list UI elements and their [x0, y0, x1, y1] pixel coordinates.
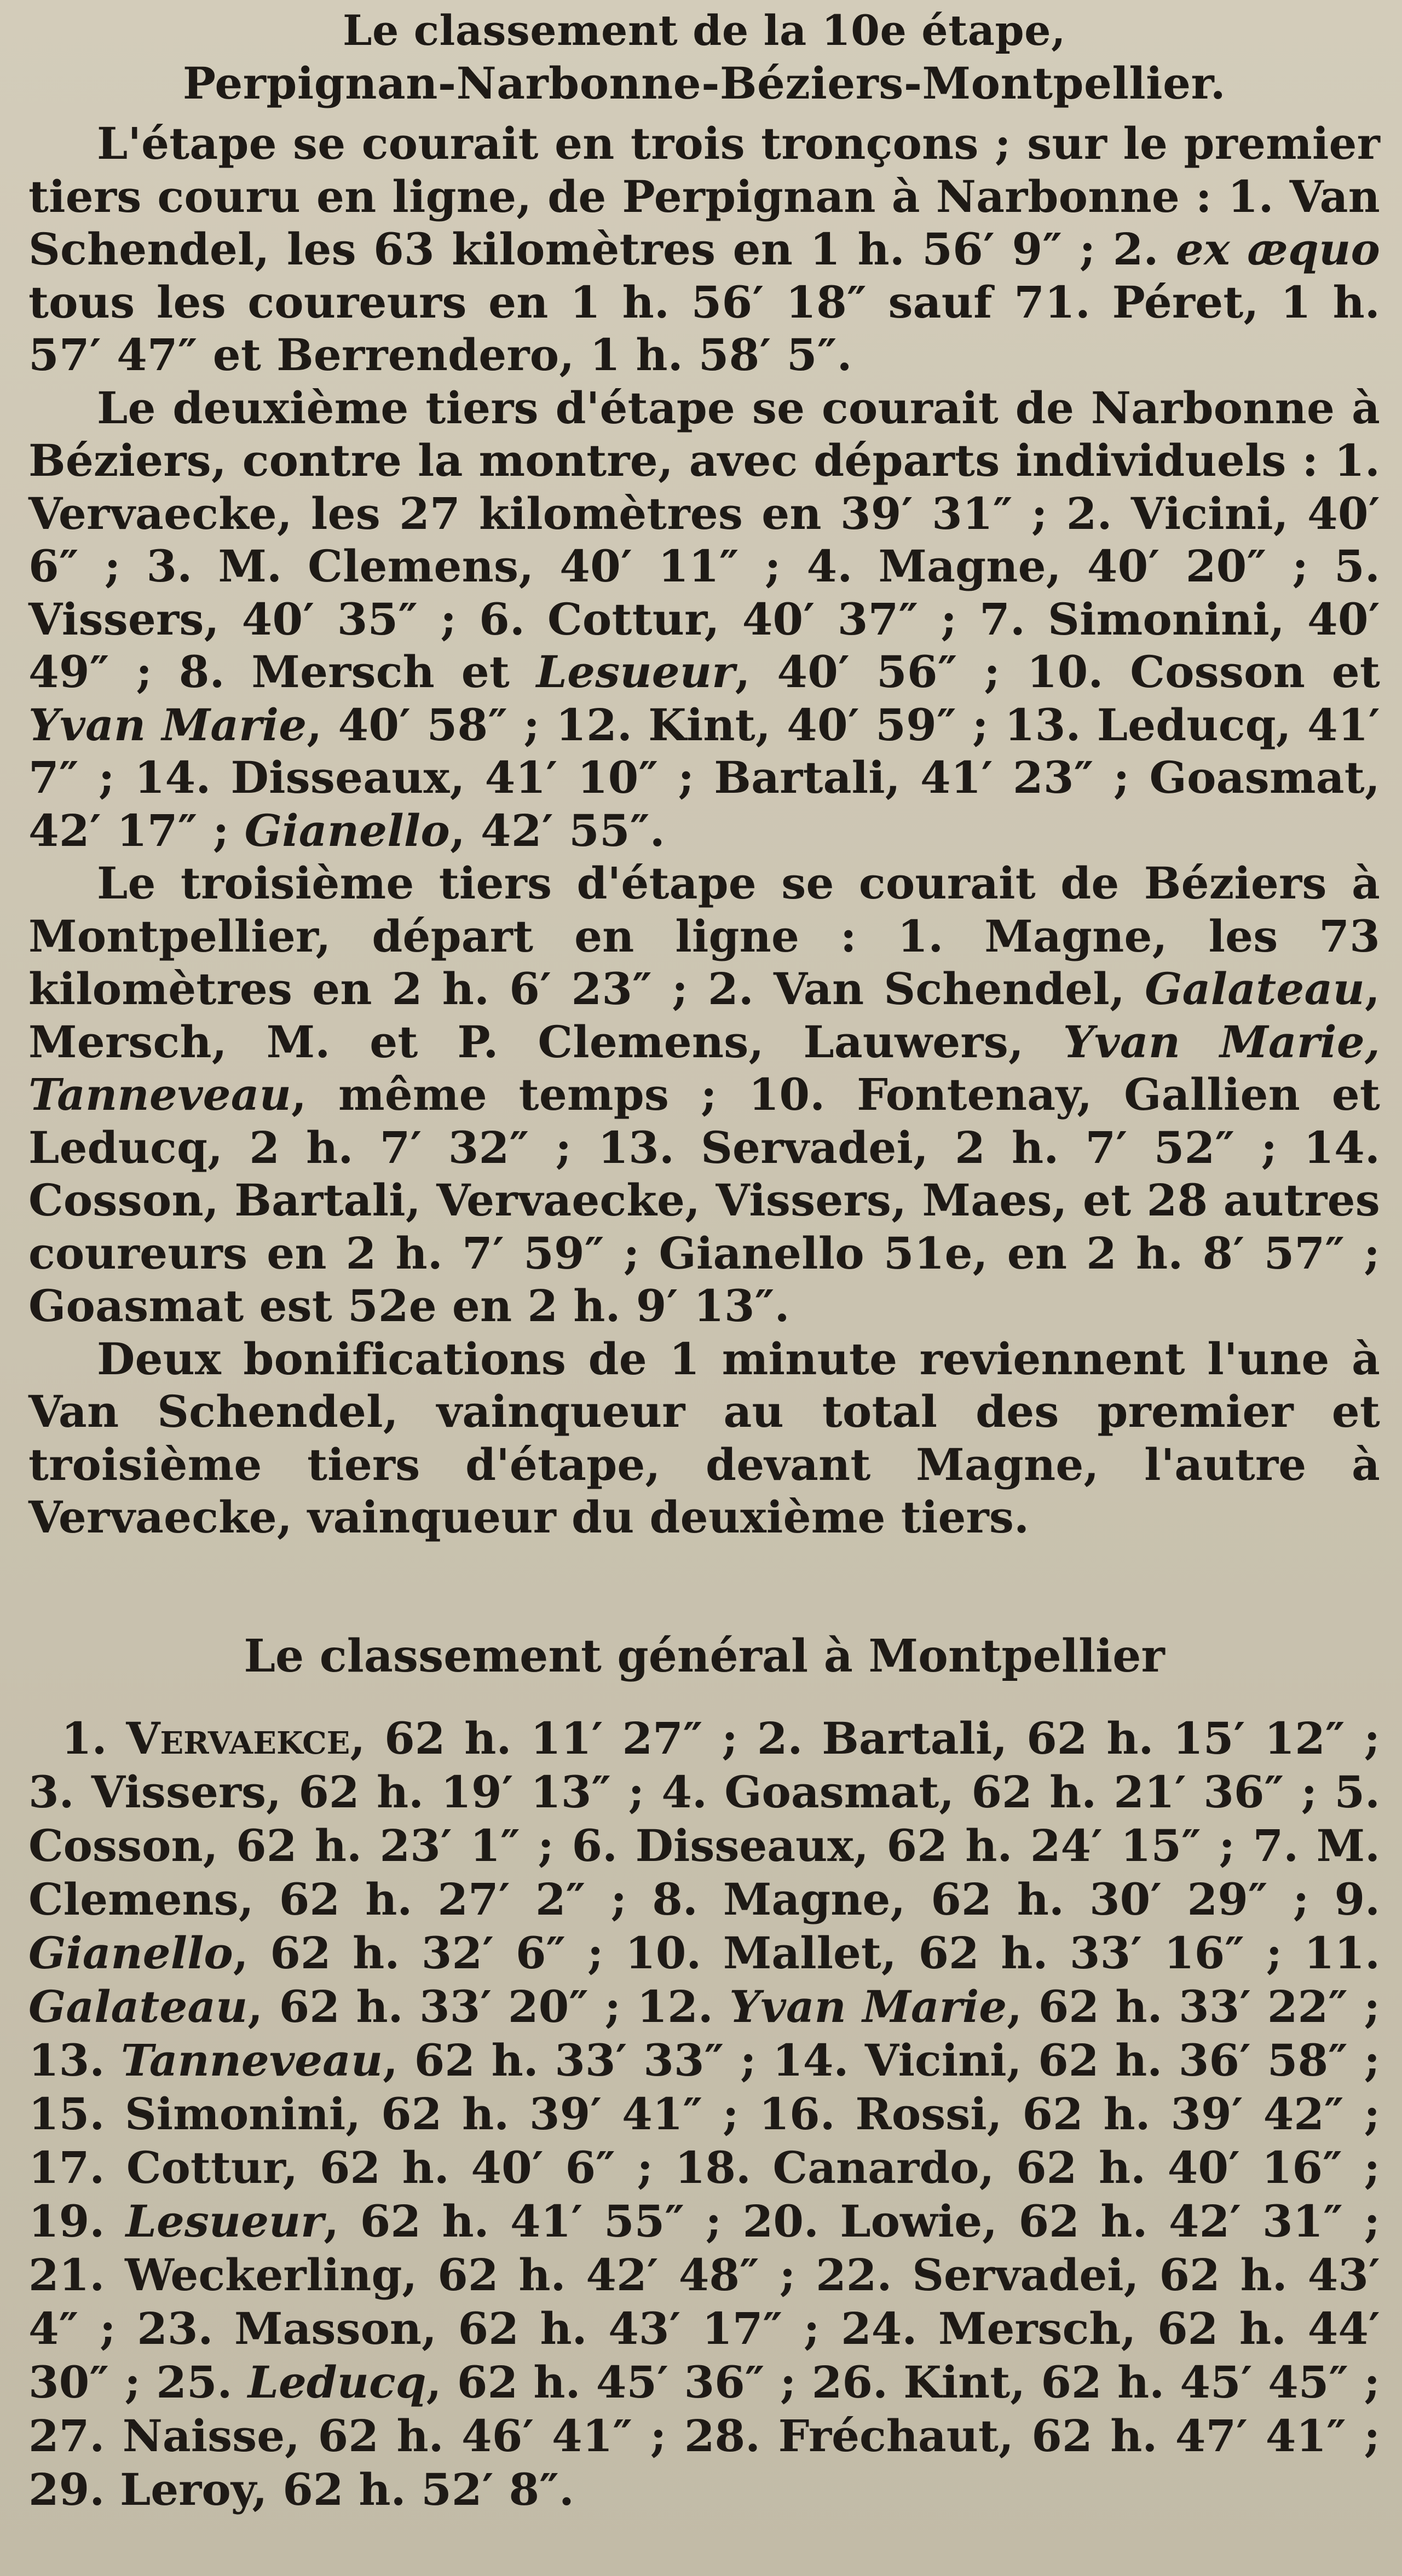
- stage-route: Perpignan-Narbonne-Béziers-Montpellier.: [182, 57, 1226, 109]
- p3-italic-1: Galateau: [1145, 963, 1365, 1015]
- g-text-e: , 62 h. 33′ 33″ ; 14. Vicini, 62 h. 36′ 58″ ; 15. Simonini, 62 h. 39′ 41″ ; 16. Rossi, 62 h. 39′ 42″ ; 17. Cottur, 62 h. 40′ 6″ ; 18. Canardo, 62 h. 40′ 16″ ; 19.: [28, 2034, 1381, 2247]
- p1-text-b: tous les coureurs en 1 h. 56′ 18″ sauf 71. Péret, 1 h. 57′ 47″ et Berrendero, 1 h. 58′ 5″.: [28, 276, 1380, 381]
- p3-text-b: , Mersch, M. et P. Clemens, Lauwers,: [28, 963, 1380, 1068]
- general-classification-list: [28, 1711, 1380, 2516]
- g-text-d: , 62 h. 33′ 22″ ; 13.: [28, 1980, 1381, 2086]
- g-rank-1: 1.: [61, 1712, 126, 1764]
- g-italic-6: Leducq: [247, 2356, 426, 2408]
- paragraph-bonifications: Deux bonifications de 1 minute reviennent l'une à Van Schendel, vainqueur au total des premier et troisième tiers d'étape, devant Magne, l'autre à Vervaecke, vainqueur du deuxième tiers.: [28, 1333, 1380, 1543]
- p2-text-c: , 40′ 58″ ; 12. Kint, 40′ 59″ ; 13. Leducq, 41′ 7″ ; 14. Disseaux, 41′ 10″ ; Bartali, 41′ 23″ ; Goasmat, 42′ 17″ ;: [28, 699, 1380, 856]
- section-gap: [28, 1544, 1380, 1626]
- g-text-b: , 62 h. 32′ 6″ ; 10. Mallet, 62 h. 33′ 16″ ; 11.: [233, 1927, 1380, 1979]
- g-italic-3: Yvan Marie: [729, 1980, 1007, 2032]
- p3-italic-2: Yvan Marie, Tanneveau: [28, 1016, 1380, 1120]
- g-text-f: , 62 h. 41′ 55″ ; 20. Lowie, 62 h. 42′ 31″ ; 21. Weckerling, 62 h. 42′ 48″ ; 22. Servadei, 62 h. 43′ 4″ ; 23. Masson, 62 h. 43′ 17″ ; 24. Mersch, 62 h. 44′ 30″ ; 25.: [28, 2195, 1381, 2408]
- p1-italic: ex æquo: [1175, 223, 1381, 275]
- general-classification-title: Le classement général à Montpellier: [244, 1629, 1165, 1682]
- paragraph-second-third: [28, 382, 1380, 857]
- g-italic-5: Lesueur: [125, 2195, 324, 2247]
- p2-italic-3: Gianello: [244, 804, 450, 856]
- g-text-a: , 62 h. 11′ 27″ ; 2. Bartali, 62 h. 15′ 12″ ; 3. Vissers, 62 h. 19′ 13″ ; 4. Goasmat, 62 h. 21′ 36″ ; 5. Cosson, 62 h. 23′ 1″ ; 6. Disseaux, 62 h. 24′ 15″ ; 7. M. Clemens, 62 h. 27′ 2″ ; 8. Magne, 62 h. 30′ 29″ ; 9.: [28, 1712, 1381, 1925]
- stage-title: Le classement de la 10e étape,: [343, 6, 1066, 55]
- p2-italic-2: Yvan Marie: [28, 699, 307, 751]
- p2-italic-1: Lesueur: [536, 646, 735, 698]
- g-text-c: , 62 h. 33′ 20″ ; 12.: [247, 1980, 730, 2032]
- p2-text-b: , 40′ 56″ ; 10. Cosson et: [735, 646, 1380, 698]
- g-italic-2: Galateau: [28, 1980, 248, 2032]
- g-italic-4: Tanneveau: [120, 2034, 383, 2086]
- p3-text-a: Le troisième tiers d'étape se courait de Béziers à Montpellier, départ en ligne : 1. Magne, les 73 kilomètres en 2 h. 6′ 23″ ; 2. Van Schendel,: [28, 857, 1380, 1015]
- p1-text-a: L'étape se courait en trois tronçons ; sur le premier tiers couru en ligne, de Perpignan à Narbonne : 1. Van Schendel, les 63 kilomètres en 1 h. 56′ 9″ ; 2.: [28, 118, 1380, 275]
- g-text-g: , 62 h. 45′ 36″ ; 26. Kint, 62 h. 45′ 45″ ; 27. Naisse, 62 h. 46′ 41″ ; 28. Fréchaut, 62 h. 47′ 41″ ; 29. Leroy, 62 h. 52′ 8″.: [28, 2356, 1380, 2515]
- p2-text-a: Le deuxième tiers d'étape se courait de Narbonne à Béziers, contre la montre, avec départs individuels : 1. Vervaecke, les 27 kilomètres en 39′ 31″ ; 2. Vicini, 40′ 6″ ; 3. M. Clemens, 40′ 11″ ; 4. Magne, 40′ 20″ ; 5. Vissers, 40′ 35″ ; 6. Cottur, 40′ 37″ ; 7. Simonini, 40′ 49″ ; 8. Mersch et: [28, 382, 1380, 698]
- p3-text-c: , même temps ; 10. Fontenay, Gallien et Leducq, 2 h. 7′ 32″ ; 13. Servadei, 2 h. 7′ 52″ ; 14. Cosson, Bartali, Vervaecke, Vissers, Maes, et 28 autres coureurs en 2 h. 7′ 59″ ; Gianello 51e, en 2 h. 8′ 57″ ; Goasmat est 52e en 2 h. 9′ 13″.: [28, 1069, 1380, 1332]
- p2-text-d: , 42′ 55″.: [449, 804, 665, 856]
- g-leader: Vervaekce: [126, 1712, 350, 1764]
- g-italic-1: Gianello: [28, 1927, 233, 1979]
- paragraph-first-third: [28, 117, 1380, 382]
- paragraph-third-third: [28, 857, 1380, 1333]
